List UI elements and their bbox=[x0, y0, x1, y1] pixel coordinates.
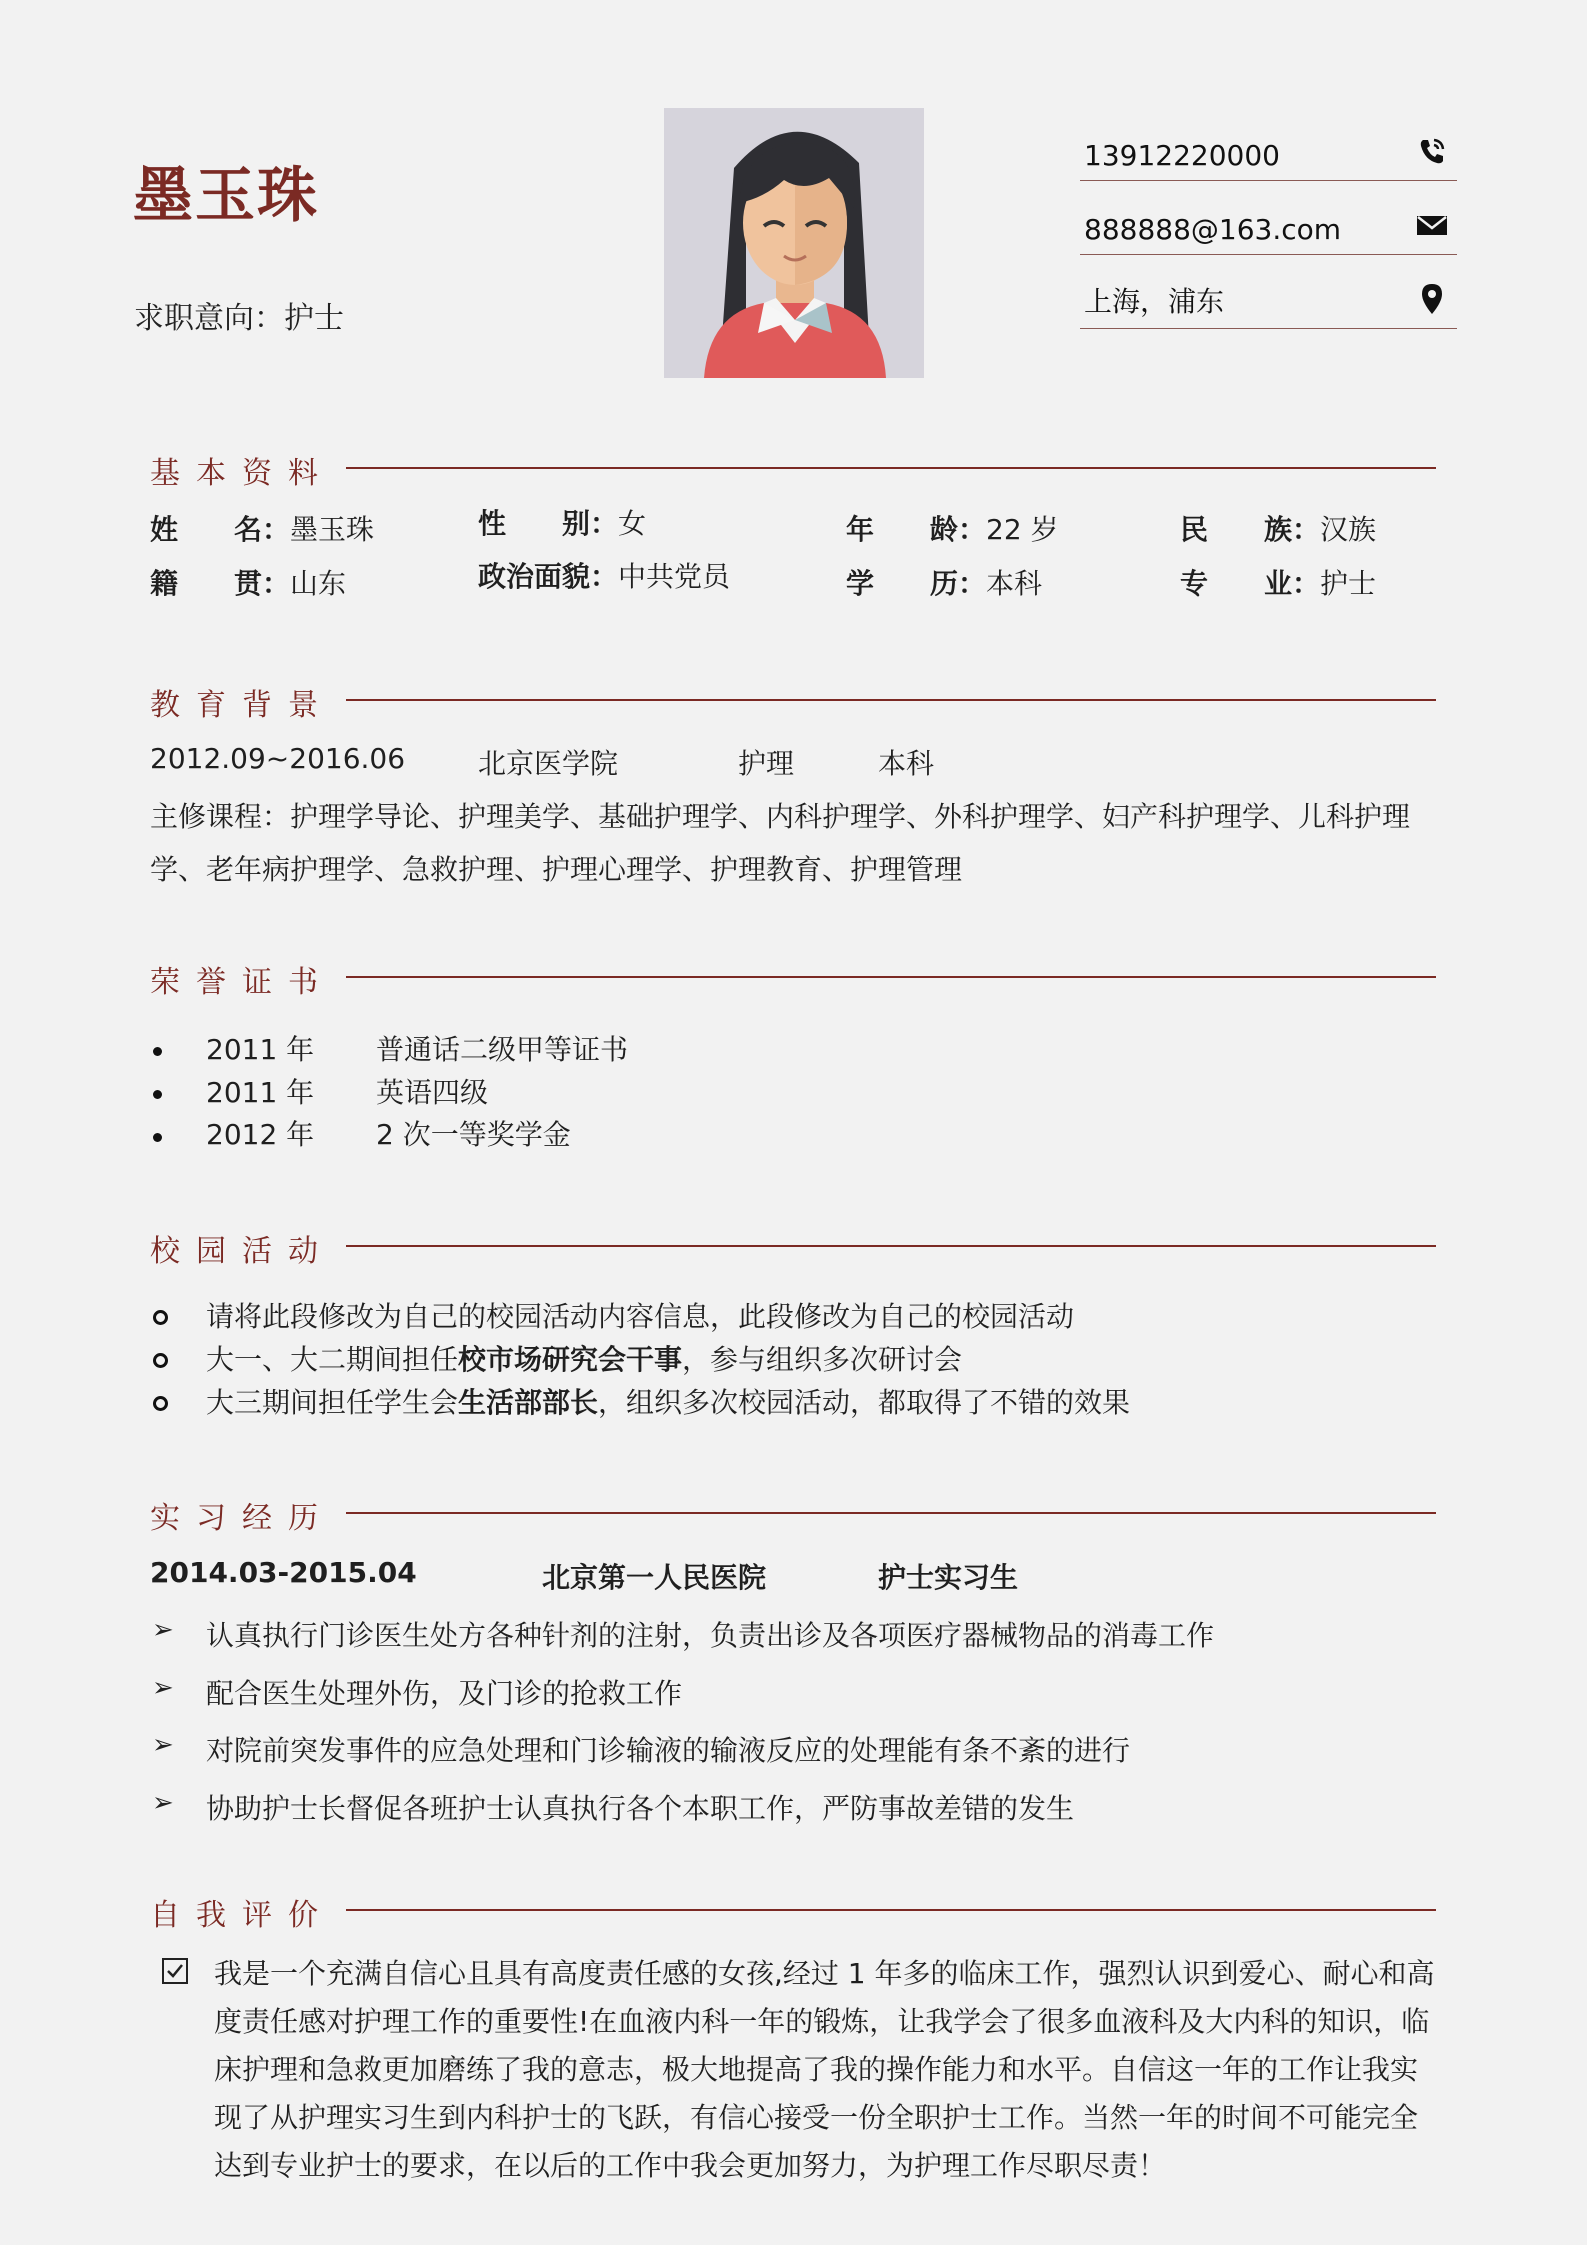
value: 中共党员 bbox=[618, 560, 731, 593]
check-icon bbox=[162, 1958, 188, 1984]
text: 大三期间担任学生会 bbox=[206, 1386, 459, 1419]
intern-duty: 认真执行门诊医生处方各种针剂的注射，负责出诊及各项医疗器械物品的消毒工作 bbox=[206, 1619, 1215, 1652]
value: 22 岁 bbox=[986, 513, 1059, 546]
bullet-dot bbox=[153, 1133, 162, 1142]
section-divider bbox=[346, 467, 1436, 469]
honor-title: 普通话二级甲等证书 bbox=[376, 1033, 629, 1066]
section-divider bbox=[346, 1512, 1436, 1514]
label: 姓 名： bbox=[150, 513, 291, 546]
value: 山东 bbox=[290, 567, 347, 600]
section-title: 自我评价 bbox=[150, 1898, 334, 1933]
value: 墨玉珠 bbox=[290, 513, 375, 546]
edu-courses-line1: 主修课程：护理学导论、护理美学、基础护理学、内科护理学、外科护理学、妇产科护理学、儿科护理 bbox=[150, 800, 1411, 833]
section-campus bbox=[150, 1226, 1436, 1269]
text: ，参与组织多次研讨会 bbox=[682, 1343, 963, 1376]
section-title: 基本资料 bbox=[150, 456, 334, 491]
section-internship bbox=[150, 1493, 1436, 1536]
mail-icon bbox=[1415, 208, 1449, 242]
edu-school: 北京医学院 bbox=[478, 747, 619, 780]
bullet-ring bbox=[153, 1353, 168, 1368]
candidate-name: 墨玉珠 bbox=[133, 161, 319, 231]
location-pin-icon bbox=[1415, 282, 1449, 316]
arrow-bullet-icon: ➢ bbox=[152, 1788, 174, 1818]
label: 学 历： bbox=[846, 567, 987, 600]
campus-item-3 bbox=[206, 1381, 1130, 1421]
intern-role: 护士实习生 bbox=[878, 1561, 1019, 1594]
avatar-photo bbox=[664, 108, 924, 378]
edu-courses-line2: 学、老年病护理学、急救护理、护理心理学、护理教育、护理管理 bbox=[150, 853, 963, 886]
highlight: 校市场研究会干事 bbox=[458, 1343, 683, 1376]
campus-item-2 bbox=[206, 1338, 962, 1378]
contact-email bbox=[1080, 184, 1457, 255]
intern-duty: 配合医生处理外伤，及门诊的抢救工作 bbox=[206, 1677, 683, 1710]
section-divider bbox=[346, 1909, 1436, 1911]
label: 籍 贯： bbox=[150, 567, 291, 600]
label: 年 龄： bbox=[846, 513, 987, 546]
label: 性 别： bbox=[478, 507, 619, 540]
basic-age bbox=[846, 508, 1059, 548]
section-title: 校园活动 bbox=[150, 1234, 334, 1269]
label: 专 业： bbox=[1180, 567, 1321, 600]
phone-number: 13912220000 bbox=[1084, 139, 1280, 172]
contact-location bbox=[1080, 258, 1457, 329]
section-self-eval bbox=[150, 1890, 1436, 1933]
section-education bbox=[150, 680, 1436, 723]
value: 护士 bbox=[1320, 567, 1377, 600]
basic-name bbox=[150, 508, 374, 548]
text: ，组织多次校园活动，都取得了不错的效果 bbox=[598, 1386, 1131, 1419]
basic-degree bbox=[846, 562, 1042, 602]
text: 大一、大二期间担任 bbox=[206, 1343, 459, 1376]
value: 本科 bbox=[986, 567, 1043, 600]
section-basic-info bbox=[150, 448, 1436, 491]
self-eval-text: 我是一个充满自信心且具有高度责任感的女孩,经过 1 年多的临床工作，强烈认识到爱心、耐心和高度责任感对护理工作的重要性!在血液内科一年的锻炼，让我学会了很多血液科及大内科的知识，临床护理和急救更加磨练了我的意志，极大地提高了我的操作能力和水平。自信这一年的工作让我实现了从护理实习生到内科护士的飞跃，有信心接受一份全职护士工作。当然一年的时间不可能完全达到专业护士的要求，在以后的工作中我会更加努力，为护理工作尽职尽责！ bbox=[214, 1957, 1435, 2182]
bullet-ring bbox=[153, 1310, 168, 1325]
email-address: 888888@163.com bbox=[1084, 213, 1342, 246]
honor-title: 2 次一等奖学金 bbox=[376, 1118, 571, 1151]
bullet-ring bbox=[153, 1396, 168, 1411]
bullet-dot bbox=[153, 1090, 162, 1099]
job-intent: 求职意向：护士 bbox=[134, 301, 344, 336]
section-divider bbox=[346, 1245, 1436, 1247]
arrow-bullet-icon: ➢ bbox=[152, 1730, 174, 1760]
section-divider bbox=[346, 976, 1436, 978]
section-divider bbox=[346, 699, 1436, 701]
basic-major bbox=[1180, 562, 1376, 602]
location-text: 上海，浦东 bbox=[1084, 285, 1225, 318]
honor-year: 2011 年 bbox=[206, 1076, 315, 1109]
section-title: 实习经历 bbox=[150, 1501, 334, 1536]
section-honors bbox=[150, 957, 1436, 1000]
highlight: 生活部部长 bbox=[458, 1386, 599, 1419]
arrow-bullet-icon: ➢ bbox=[152, 1615, 174, 1645]
basic-gender bbox=[478, 502, 646, 542]
honor-year: 2011 年 bbox=[206, 1033, 315, 1066]
value: 女 bbox=[618, 507, 647, 540]
contact-phone bbox=[1080, 110, 1457, 181]
arrow-bullet-icon: ➢ bbox=[152, 1673, 174, 1703]
intern-hospital: 北京第一人民医院 bbox=[542, 1561, 767, 1594]
honor-title: 英语四级 bbox=[376, 1076, 489, 1109]
section-title: 教育背景 bbox=[150, 688, 334, 723]
basic-political bbox=[478, 555, 730, 595]
label: 民 族： bbox=[1180, 513, 1321, 546]
value: 汉族 bbox=[1320, 513, 1377, 546]
honor-year: 2012 年 bbox=[206, 1118, 315, 1151]
label: 政治面貌： bbox=[478, 560, 619, 593]
edu-degree: 本科 bbox=[878, 747, 935, 780]
basic-ethnicity bbox=[1180, 508, 1376, 548]
section-title: 荣誉证书 bbox=[150, 965, 334, 1000]
intern-duty: 协助护士长督促各班护士认真执行各个本职工作，严防事故差错的发生 bbox=[206, 1792, 1075, 1825]
intern-period: 2014.03-2015.04 bbox=[150, 1556, 417, 1589]
edu-period: 2012.09~2016.06 bbox=[150, 742, 406, 775]
phone-icon bbox=[1415, 134, 1449, 168]
campus-item-1: 请将此段修改为自己的校园活动内容信息，此段修改为自己的校园活动 bbox=[206, 1300, 1075, 1333]
intern-duty: 对院前突发事件的应急处理和门诊输液的输液反应的处理能有条不紊的进行 bbox=[206, 1734, 1131, 1767]
bullet-dot bbox=[153, 1047, 162, 1056]
edu-major: 护理 bbox=[738, 747, 795, 780]
basic-origin bbox=[150, 562, 346, 602]
